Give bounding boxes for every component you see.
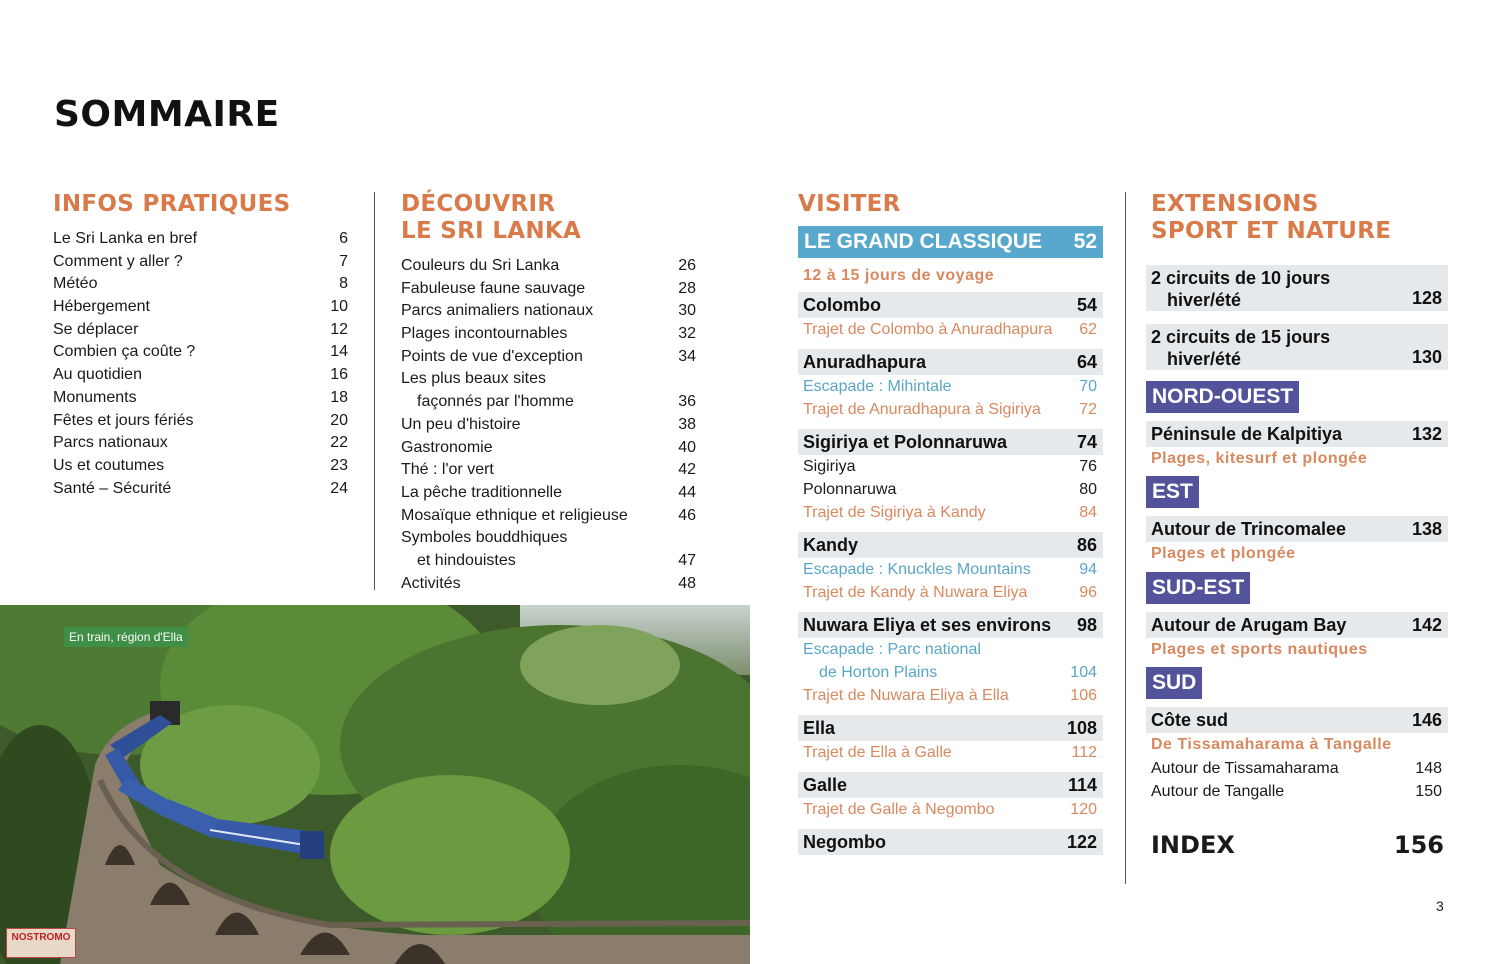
toc-band: [1146, 265, 1448, 311]
publisher-logo: [6, 928, 76, 958]
toc-band: [798, 715, 1103, 741]
toc-entry: [401, 505, 696, 528]
toc-band-label: Nuwara Eliya et ses environs: [803, 615, 1052, 635]
toc-entry: [53, 432, 348, 455]
toc-band-page: 64: [1076, 352, 1097, 372]
toc-band-page: 146: [1411, 710, 1442, 730]
toc-band-label: Galle: [803, 775, 848, 795]
toc-entry-label: Couleurs du Sri Lanka: [401, 257, 560, 274]
toc-band: [798, 349, 1103, 375]
toc-entry-page: 28: [678, 279, 696, 297]
toc-entry: [53, 296, 348, 319]
toc-entry-label: Un peu d'histoire: [401, 415, 521, 433]
toc-entry-label: Le Sri Lanka en bref: [53, 230, 198, 247]
section-heading: DÉCOUVRIR LE SRI LANKA: [401, 191, 582, 244]
photo-caption: En train, région d'Ella: [64, 627, 188, 647]
toc-entry-page: 46: [678, 506, 696, 524]
toc-entry-page: 26: [678, 257, 696, 274]
toc-entry-label: Parcs animaliers nationaux: [401, 302, 594, 320]
toc-band-page: 86: [1076, 535, 1097, 555]
banner-page: 52: [1073, 230, 1097, 253]
toc-band-page: 130: [1411, 347, 1442, 367]
column-divider: [374, 192, 375, 590]
toc-subentry: Trajet de Anuradhapura à Sigiriya 72: [803, 401, 1097, 418]
toc-band-label: hiver/été: [1167, 290, 1242, 310]
toc-entry: [53, 387, 348, 410]
toc-list: [401, 255, 696, 595]
toc-band: [798, 429, 1103, 455]
toc-entry-page: 38: [678, 415, 696, 433]
toc-entry-label: Fabuleuse faune sauvage: [401, 279, 586, 297]
toc-entry: [401, 368, 696, 391]
section-heading: VISITER: [798, 191, 901, 217]
toc-subentry: Polonnaruwa 80: [803, 481, 1097, 498]
toc-band-label: 2 circuits de 15 jours: [1151, 327, 1331, 347]
col-infos-pratiques: [53, 191, 348, 500]
index-label: INDEX: [1151, 831, 1235, 859]
toc-entry: [53, 251, 348, 274]
toc-band-label: Péninsule de Kalpitiya: [1151, 424, 1343, 444]
toc-entry-page: 48: [678, 574, 696, 592]
toc-band: [1146, 421, 1448, 447]
toc-band: [798, 829, 1103, 855]
toc-entry: [401, 278, 696, 301]
toc-entry-page: 42: [678, 461, 696, 479]
col-extensions: [1146, 191, 1448, 861]
toc-entry-label: Les plus beaux sites: [401, 370, 546, 388]
toc-entry: [401, 459, 696, 482]
toc-band-label: Autour de Arugam Bay: [1151, 615, 1347, 635]
index-entry: [1146, 831, 1448, 861]
toc-entry-page: 16: [330, 366, 348, 384]
toc-subentry: Trajet de Colombo à Anuradhapura 62: [803, 321, 1097, 338]
toc-entry-page: 10: [330, 298, 348, 316]
toc-band: [798, 532, 1103, 558]
toc-entry: [53, 364, 348, 387]
toc-subtitle: Plages et plongée: [1151, 545, 1296, 562]
section-heading: EXTENSIONS SPORT ET NATURE: [1151, 191, 1392, 244]
toc-entry-label: Symboles bouddhiques: [401, 529, 568, 547]
toc-entry-page: 20: [330, 411, 348, 429]
toc-subentry: Trajet de Ella à Galle 112: [803, 744, 1097, 761]
index-page: 156: [1393, 831, 1444, 859]
toc-entry-label: façonnés par l'homme: [417, 393, 574, 411]
toc-entry-page: 47: [678, 551, 696, 569]
toc-subtitle: Plages et sports nautiques: [1151, 641, 1368, 658]
toc-list: [53, 228, 348, 500]
toc-entry-label: Monuments: [53, 388, 137, 406]
logo-text: NOSTROMO: [11, 932, 71, 943]
toc-entry-page: 34: [678, 347, 696, 365]
toc-entry-label: La pêche traditionnelle: [401, 483, 563, 501]
toc-entry: [53, 273, 348, 296]
toc-band-page: 74: [1076, 432, 1097, 452]
toc-subentry: Trajet de Nuwara Eliya à Ella 106: [803, 687, 1097, 704]
toc-subentry: Escapade : Parc national: [803, 641, 981, 658]
toc-entry: [401, 482, 696, 505]
toc-entry-page: 40: [678, 438, 696, 456]
section-heading: INFOS PRATIQUES: [53, 191, 291, 217]
toc-entry-page: 8: [339, 275, 348, 293]
toc-entry-page: 14: [330, 343, 348, 361]
toc-entry-label: Plages incontournables: [401, 325, 568, 343]
toc-entry-page: 24: [330, 479, 348, 497]
toc-entry-label: Comment y aller ?: [53, 252, 183, 270]
toc-subentry: Trajet de Galle à Negombo 120: [803, 801, 1097, 818]
toc-entry: [53, 455, 348, 478]
toc-entry-page: 23: [330, 456, 348, 474]
toc-entry-label: Se déplacer: [53, 320, 139, 338]
toc-entry: [401, 527, 696, 550]
column-divider: [1125, 192, 1126, 884]
toc-subentry: de Horton Plains 104: [819, 664, 1097, 681]
toc-band-page: 142: [1411, 615, 1442, 635]
toc-entry: [401, 255, 696, 278]
toc-entry: [401, 550, 696, 573]
region-tag-nord-ouest: NORD-OUEST: [1146, 381, 1299, 413]
toc-entry: [401, 300, 696, 323]
toc-band-page: 98: [1076, 615, 1097, 635]
toc-entry: [401, 323, 696, 346]
toc-band-label: 2 circuits de 10 jours: [1151, 268, 1331, 288]
toc-entry-page: 22: [330, 434, 348, 452]
toc-entry: [401, 437, 696, 460]
toc-band-page: 122: [1066, 832, 1097, 852]
toc-entry-page: 36: [678, 393, 696, 411]
toc-band: [798, 292, 1103, 318]
toc-entry: [401, 414, 696, 437]
toc-band-page: 128: [1411, 288, 1442, 308]
region-tag-est: EST: [1146, 476, 1199, 508]
toc-subtitle: Plages, kitesurf et plongée: [1151, 450, 1368, 467]
banner-subtitle: 12 à 15 jours de voyage: [803, 267, 995, 284]
toc-band-label: Colombo: [803, 295, 881, 315]
toc-entry: [401, 391, 696, 414]
toc-entry: [53, 478, 348, 501]
toc-entry-label: Gastronomie: [401, 438, 493, 456]
toc-band-label: Côte sud: [1151, 710, 1229, 730]
toc-entry-label: Parcs nationaux: [53, 434, 168, 452]
toc-band: [798, 772, 1103, 798]
banner-label: LE GRAND CLASSIQUE: [804, 230, 1043, 253]
toc-entry: [53, 410, 348, 433]
toc-entry-label: Météo: [53, 275, 98, 293]
toc-entry-label: Combien ça coûte ?: [53, 343, 196, 361]
toc-entry-label: Hébergement: [53, 298, 150, 316]
toc-band: [1146, 324, 1448, 370]
col-decouvrir: [401, 191, 696, 595]
toc-band-page: 108: [1066, 718, 1097, 738]
toc-subentry: Autour de Tissamaharama 148: [1151, 760, 1442, 777]
toc-entry-label: Mosaïque ethnique et religieuse: [401, 506, 628, 524]
toc-entry: [401, 573, 696, 596]
toc-band: [1146, 707, 1448, 733]
toc-subentry: Trajet de Sigiriya à Kandy 84: [803, 504, 1097, 521]
col-visiter: [798, 191, 1103, 855]
toc-entry-label: et hindouistes: [417, 551, 516, 569]
region-tag-sud-est: SUD-EST: [1146, 572, 1250, 604]
toc-entry-page: 18: [330, 388, 348, 406]
toc-band-label: Anuradhapura: [803, 352, 927, 372]
toc-band-label: Ella: [803, 718, 836, 738]
toc-subentry: Escapade : Knuckles Mountains 94: [803, 561, 1097, 578]
toc-subentry: Sigiriya 76: [803, 458, 1097, 475]
toc-band: [1146, 612, 1448, 638]
toc-entry: [53, 319, 348, 342]
toc-entry-label: Fêtes et jours fériés: [53, 411, 194, 429]
toc-entry: [53, 228, 348, 251]
toc-entry: [53, 341, 348, 364]
toc-band: [1146, 516, 1448, 542]
toc-entry-label: Au quotidien: [53, 366, 142, 384]
toc-band-label: Sigiriya et Polonnaruwa: [803, 432, 1008, 452]
toc-band-label: Autour de Trincomalee: [1151, 519, 1347, 539]
train-photo: [0, 605, 750, 964]
toc-entry-label: Us et coutumes: [53, 456, 165, 474]
toc-entry-page: 12: [330, 320, 348, 338]
toc-band-label: hiver/été: [1167, 349, 1242, 369]
toc-entry-page: 30: [678, 302, 696, 320]
toc-subentry: Escapade : Mihintale 70: [803, 378, 1097, 395]
toc-entry-page: 6: [339, 230, 348, 247]
toc-band-page: 138: [1411, 519, 1442, 539]
toc-entry: [401, 346, 696, 369]
toc-entry-label: Activités: [401, 574, 461, 592]
toc-subentry: Trajet de Kandy à Nuwara Eliya 96: [803, 584, 1097, 601]
toc-entry-page: 7: [339, 252, 348, 270]
toc-band-page: 132: [1411, 424, 1442, 444]
toc-entry-label: Points de vue d'exception: [401, 347, 583, 365]
page-number: 3: [1436, 898, 1444, 914]
toc-entry-label: Thé : l'or vert: [401, 461, 494, 479]
toc-entry-label: Santé – Sécurité: [53, 479, 172, 497]
toc-entry-page: 32: [678, 325, 696, 343]
toc-band: [798, 612, 1103, 638]
toc-band-label: Negombo: [803, 832, 886, 852]
toc-band-page: 54: [1076, 295, 1097, 315]
toc-band-page: 114: [1067, 775, 1097, 795]
region-tag-sud: SUD: [1146, 667, 1202, 699]
page-title: SOMMAIRE: [54, 94, 280, 135]
toc-band-label: Kandy: [803, 535, 859, 555]
toc-subtitle: De Tissamaharama à Tangalle: [1151, 736, 1392, 753]
toc-subentry: Autour de Tangalle 150: [1151, 783, 1442, 800]
toc-entry-page: 44: [678, 483, 696, 501]
grand-classique-banner: [798, 226, 1103, 258]
